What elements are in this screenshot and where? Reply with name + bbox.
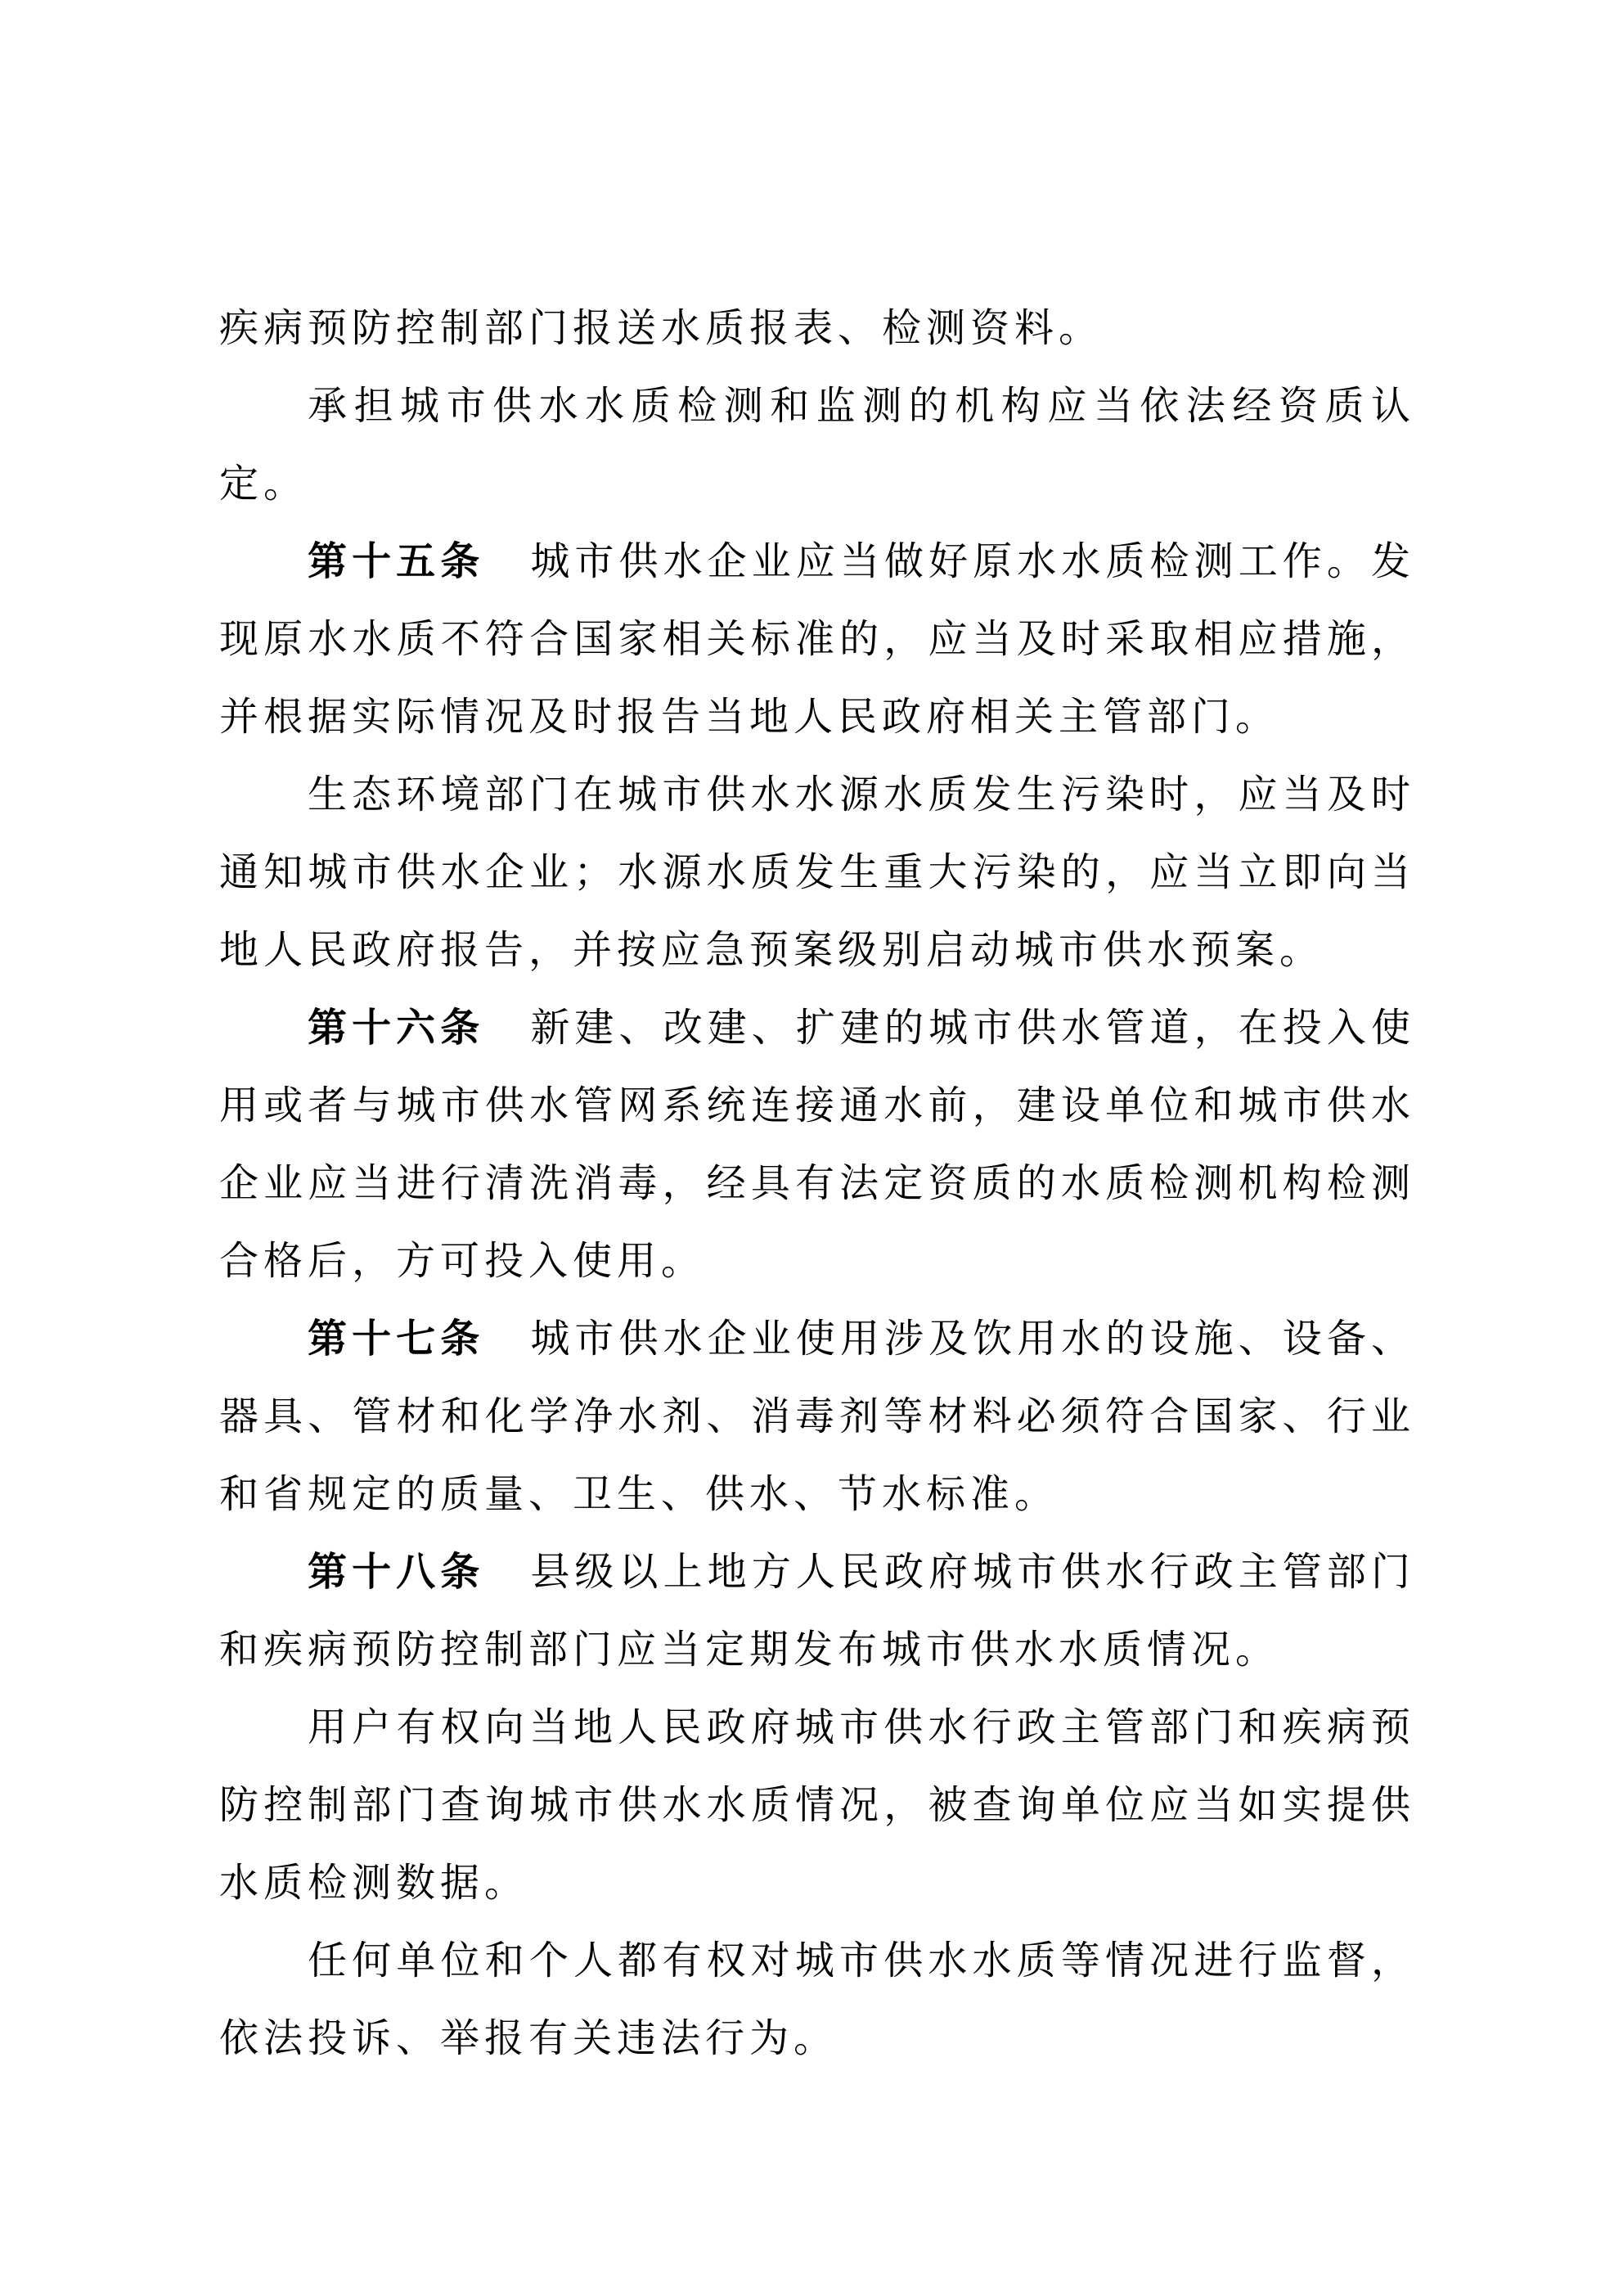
paragraph-text: 县级以上地方人民政府城市供水行政主管部门和疾病预防控制部门应当定期发布城市供水水质情况。: [219, 1551, 1415, 1672]
article-number: 第十六条: [308, 1006, 485, 1050]
paragraph: [219, 989, 1415, 1300]
paragraph-text: 新建、改建、扩建的城市供水管道，在投入使用或者与城市供水管网系统连接通水前，建设单位和城市供水企业应当进行清洗消毒，经具有法定资质的水质检测机构检测合格后，方可投入使用。: [219, 1006, 1415, 1283]
article-number: 第十八条: [308, 1551, 485, 1594]
paragraph: [219, 367, 1415, 523]
paragraph-text: 城市供水企业使用涉及饮用水的设施、设备、器具、管材和化学净水剂、消毒剂等材料必须符合国家、行业和省规定的质量、卫生、供水、节水标准。: [219, 1317, 1415, 1516]
paragraph: [219, 1689, 1415, 1922]
article-number: 第十五条: [308, 540, 485, 583]
paragraph: [219, 523, 1415, 756]
paragraph: [219, 1300, 1415, 1533]
paragraph: [219, 290, 1415, 367]
paragraph-text: 疾病预防控制部门报送水质报表、检测资料。: [219, 307, 1104, 350]
paragraph-text: 承担城市供水水质检测和监测的机构应当依法经资质认定。: [219, 385, 1415, 506]
document-text-block: [219, 290, 1415, 2078]
paragraph-text: 生态环境部门在城市供水水源水质发生污染时，应当及时通知城市供水企业；水源水质发生重大污染的，应当立即向当地人民政府报告，并按应急预案级别启动城市供水预案。: [219, 773, 1415, 972]
paragraph-text: 用户有权向当地人民政府城市供水行政主管部门和疾病预防控制部门查询城市供水水质情况，被查询单位应当如实提供水质检测数据。: [219, 1706, 1415, 1905]
paragraph-text: 任何单位和个人都有权对城市供水水质等情况进行监督，依法投诉、举报有关违法行为。: [219, 1939, 1415, 2060]
paragraph: [219, 1922, 1415, 2078]
paragraph: [219, 756, 1415, 989]
article-number: 第十七条: [308, 1317, 485, 1361]
paragraph-text: 城市供水企业应当做好原水水质检测工作。发现原水水质不符合国家相关标准的，应当及时采取相应措施，并根据实际情况及时报告当地人民政府相关主管部门。: [219, 540, 1415, 739]
paragraph: [219, 1533, 1415, 1689]
